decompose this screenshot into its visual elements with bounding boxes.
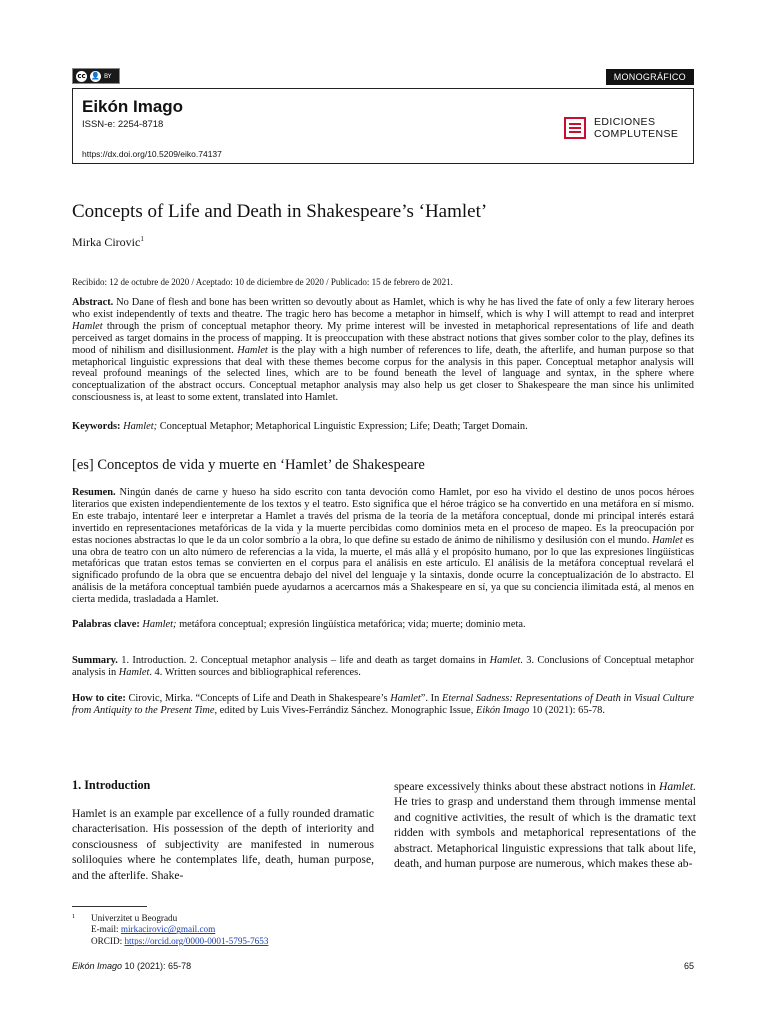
body-text: He tries to grasp and understand them through immense mental and cognitive activities, the result of which is the dramatic text ridden with symbols and metaphorical representations of the abstract. Metaphorical linguistic expressions that talk about life, death, and human purpose are numerous, which makes these ab- xyxy=(394,795,696,871)
author-name xyxy=(72,235,144,250)
abstract-text: is the play with a high number of references to life, death, the afterlife, and human purpose so that metaphorical linguistic expressions that deal with these themes become corpus for the analysis in this paper. Conceptual metaphor analysis will reveal profound meanings of the selected lines, which are to be found beneath the level of language and syntax, in the sphere where conceptualization of the abstract occurs. Conceptual metaphor analysis may also help us get closer to Shakespeare the man since his unlimited consciousness is, at least to some extent, translated into Hamlet. xyxy=(72,344,694,404)
how-to-cite-text: , edited by Luis Vives-Ferrándiz Sánchez. Monographic Issue, xyxy=(214,704,476,716)
summary-italic: Hamlet xyxy=(118,666,150,678)
page-footer-citation xyxy=(72,961,191,971)
footnote-email-line xyxy=(91,924,268,935)
by-person-icon: 👤 xyxy=(91,71,100,80)
how-to-cite-text: Cirovic, Mirka. “Concepts of Life and Death in Shakespeare’s xyxy=(125,693,391,704)
palabras-italic: Hamlet; xyxy=(139,619,177,630)
resumen-label: Resumen. xyxy=(72,487,116,498)
footnote-orcid-line xyxy=(91,936,268,947)
footnote-marker: 1 xyxy=(72,913,76,920)
journal-header xyxy=(72,88,694,164)
section-category-badge: MONOGRÁFICO xyxy=(606,69,694,85)
cc-icon: cc xyxy=(77,71,86,80)
body-italic: Hamlet. xyxy=(658,780,696,793)
footnote-email-label: E-mail: xyxy=(91,924,121,935)
how-to-cite-italic: Eikón Imago xyxy=(475,704,530,716)
how-to-cite-text: 10 (2021): 65-78. xyxy=(529,704,605,716)
resumen-text: Ningún danés de carne y hueso ha sido escrito con tanta devoción como Hamlet, por eso ha vivido el destino de unos pocos héroes literarios que existen independientemente de los textos y el teatro. Esto significa que el héroe trágico se ha convertido en una metáfora en sí mismo. En este trabajo, intentaré leer e interpretar a Hamlet a través del prisma de la teoría de la metáfora conceptual, donde mi principal interés estará invertido en representaciones metafóricas de la vida y la muerte percibidas como dominios meta en el proceso de mapeo. Es la preocupación por estas nociones abstractas lo que le da un color sombrío a la obra, lo que define su estado de ánimo de nihilismo y desilusión con el mundo. xyxy=(72,487,694,546)
resumen xyxy=(72,487,694,606)
how-to-cite-text: ”. In xyxy=(420,693,442,704)
how-to-cite xyxy=(72,693,694,717)
footer-journal-name: Eikón Imago xyxy=(72,961,123,971)
abstract-text: No Dane of flesh and bone has been written so devoutly about as Hamlet, which is why he has lived the fate of only a few literary heroes who exist independently of texts and theatre. The tragic hero has become a metaphor in himself, which is why I will attempt to read and interpret xyxy=(72,297,694,320)
publisher-name-line2: COMPLUTENSE xyxy=(594,128,679,140)
summary-text: 1. Introduction. 2. Conceptual metaphor analysis – life and death as target domains in xyxy=(117,655,490,666)
summary-text: . 4. Written sources and bibliographical references. xyxy=(149,666,361,678)
palabras-text: metáfora conceptual; expresión lingüística metafórica; vida; muerte; dominio meta. xyxy=(176,619,526,630)
footnote-orcid-label: ORCID: xyxy=(91,935,125,946)
abstract-italic: Hamlet xyxy=(72,320,103,332)
page-number: 65 xyxy=(683,961,694,971)
keywords xyxy=(72,421,694,433)
keywords-italic: Hamlet; xyxy=(120,421,158,432)
author-name-text: Mirka Cirovic xyxy=(72,235,141,249)
author-orcid-link[interactable]: https://orcid.org/0000-0001-5795-7653 xyxy=(124,935,269,946)
keywords-text: Conceptual Metaphor; Metaphorical Linguistic Expression; Life; Death; Target Domain. xyxy=(157,421,528,432)
author-footnote-marker[interactable]: 1 xyxy=(140,235,144,243)
abstract-label: Abstract. xyxy=(72,297,114,308)
summary xyxy=(72,655,694,679)
body-column-right xyxy=(394,779,696,871)
section-heading: 1. Introduction xyxy=(72,778,151,792)
ediciones-complutense-logo-icon xyxy=(564,117,586,139)
publisher-name-line1: EDICIONES xyxy=(594,116,656,128)
palabras-label: Palabras clave: xyxy=(72,619,140,630)
publication-dates: Recibido: 12 de octubre de 2020 / Aceptado: 10 de diciembre de 2020 / Publicado: 15 de febrero de 2021. xyxy=(72,277,453,287)
how-to-cite-label: How to cite: xyxy=(72,693,126,704)
journal-title: Eikón Imago xyxy=(82,97,184,116)
body-column-left: Hamlet is an example par excellence of a fully rounded dramatic characterisation. His possession of the depth of interiority and consciousness of subjectivity are manifested in numerous soliloquies where he contemplates life, death, human purpose, and the afterlife. Shake- xyxy=(72,807,374,882)
cc-by-label: BY xyxy=(104,72,112,80)
summary-italic: Hamlet xyxy=(489,655,521,666)
resumen-text: es una obra de teatro con un alto número de referencias a la vida, la muerte, el más allá y el propósito humano, por lo que las expresiones lingüísticas metafóricas que tratan estos temas se convierten en el corpus para el análisis en este artículo. El análisis de la metáfora conceptual revelará el significado profundo de la obra que se encuentra debajo del nivel del lenguaje y la sintaxis, donde ocurre la conceptualización de lo abstracto. El análisis de la metáfora conceptual también puede ayudarnos a acercarnos más a Shakespeare en sí, ya que su conciencia ilimitada está, al menos en cierta medida, trasladada a Hamlet. xyxy=(72,534,694,606)
body-text: speare excessively thinks about these abstract notions in xyxy=(394,780,659,793)
footer-volume: 10 (2021): 65-78 xyxy=(122,961,192,971)
publisher-name xyxy=(594,116,678,140)
resumen-italic: Hamlet xyxy=(652,534,683,546)
creative-commons-by-icon xyxy=(72,68,120,84)
summary-text: . 3. Conclusions of Conceptual metaphor analysis in xyxy=(72,655,694,678)
abstract xyxy=(72,297,694,404)
abstract-italic: Hamlet xyxy=(237,344,268,356)
article-title: Concepts of Life and Death in Shakespeare’s ‘Hamlet’ xyxy=(72,201,488,222)
article-doi-link[interactable]: https://dx.doi.org/10.5209/eiko.74137 xyxy=(82,149,222,159)
how-to-cite-italic: Hamlet xyxy=(390,693,421,704)
author-email-link[interactable]: mirkacirovic@gmail.com xyxy=(120,924,216,935)
abstract-text: through the prism of conceptual metaphor theory. My prime interest will be invested in metaphorical representations of life and death perceived as target domains in the process of mapping. It is preoccupation with these abstract notions that gives somber color to the play, defines its mood of nihilism and disillusionment. xyxy=(72,320,694,356)
how-to-cite-italic: Eternal Sadness: Representations of Death in Visual Culture from Antiquity to the Present Time xyxy=(72,693,695,716)
footnote xyxy=(72,913,268,947)
footnote-affiliation: Univerzitet u Beogradu xyxy=(91,913,178,923)
palabras-clave xyxy=(72,619,694,631)
spanish-title: [es] Conceptos de vida y muerte en ‘Hamlet’ de Shakespeare xyxy=(72,457,425,473)
keywords-label: Keywords: xyxy=(72,421,121,432)
footnote-divider xyxy=(72,906,147,907)
summary-label: Summary. xyxy=(72,655,118,666)
journal-issn: ISSN-e: 2254-8718 xyxy=(82,119,164,130)
